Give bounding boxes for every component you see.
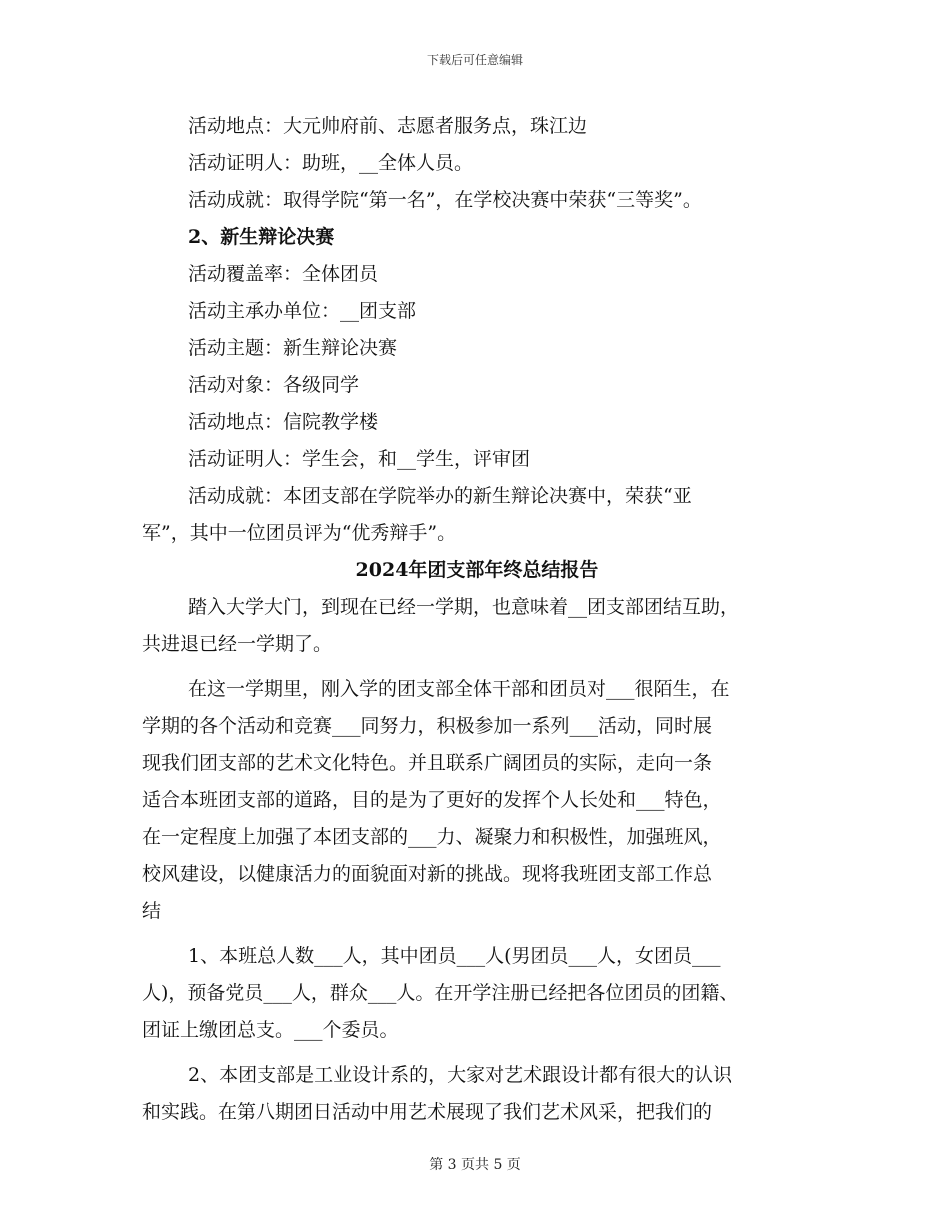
page-header: 下载后可任意编辑 <box>426 53 523 67</box>
text-line: 学期的各个活动和竞赛___同努力，积极参加一系列___活动，同时展 <box>142 715 713 737</box>
text-line: 现我们团支部的艺术文化特色。并且联系广阔团员的实际，走向一条 <box>142 752 713 774</box>
text-line: 活动地点：大元帅府前、志愿者服务点，珠江边 <box>188 115 588 137</box>
text-line: 活动证明人：助班，__全体人员。 <box>188 152 474 174</box>
text-line: 活动覆盖率：全体团员 <box>188 263 379 285</box>
text-line: 活动成就：本团支部在学院举办的新生辩论决赛中，荣获“亚 <box>188 485 692 507</box>
report-title: 2024年团支部年终总结报告 <box>355 559 599 581</box>
text-line: 2、本团支部是工业设计系的，大家对艺术跟设计都有很大的认识 <box>188 1064 733 1086</box>
text-line: 结 <box>142 900 162 922</box>
text-line: 活动主承办单位：__团支部 <box>188 300 417 322</box>
text-line: 踏入大学大门，到现在已经一学期，也意味着__团支部团结互助， <box>188 596 740 618</box>
text-line: 在这一学期里，刚入学的团支部全体干部和团员对___很陌生，在 <box>188 678 730 700</box>
text-line: 1、本班总人数___人，其中团员___人(男团员___人，女团员___ <box>188 945 721 967</box>
text-line: 军”，其中一位团员评为“优秀辩手”。 <box>142 522 457 544</box>
document-body <box>142 108 812 1131</box>
text-line: 活动证明人：学生会，和__学生，评审团 <box>188 448 531 470</box>
text-line: 共进退已经一学期了。 <box>142 633 333 655</box>
text-line: 团证上缴团总支。___个委员。 <box>142 1019 399 1041</box>
text-line: 活动成就：取得学院“第一名”，在学校决赛中荣获“三等奖”。 <box>188 189 702 211</box>
text-line: 活动地点：信院教学楼 <box>188 411 379 433</box>
text-line: 和实践。在第八期团日活动中用艺术展现了我们艺术风采，把我们的 <box>142 1101 713 1123</box>
text-line: 人)，预备党员___人，群众___人。在开学注册已经把各位团员的团籍、 <box>142 982 739 1004</box>
text-line: 活动主题：新生辩论决赛 <box>188 337 398 359</box>
text-line: 活动对象：各级同学 <box>188 374 360 396</box>
text-line: 校风建设，以健康活力的面貌面对新的挑战。现将我班团支部工作总 <box>142 863 713 885</box>
section-heading: 2、新生辩论决赛 <box>188 226 335 248</box>
text-line: 适合本班团支部的道路，目的是为了更好的发挥个人长处和___特色， <box>142 789 722 811</box>
text-line: 在一定程度上加强了本团支部的___力、凝聚力和积极性，加强班风， <box>142 826 722 848</box>
page-footer: 第 3 页共 5 页 <box>429 1157 521 1173</box>
